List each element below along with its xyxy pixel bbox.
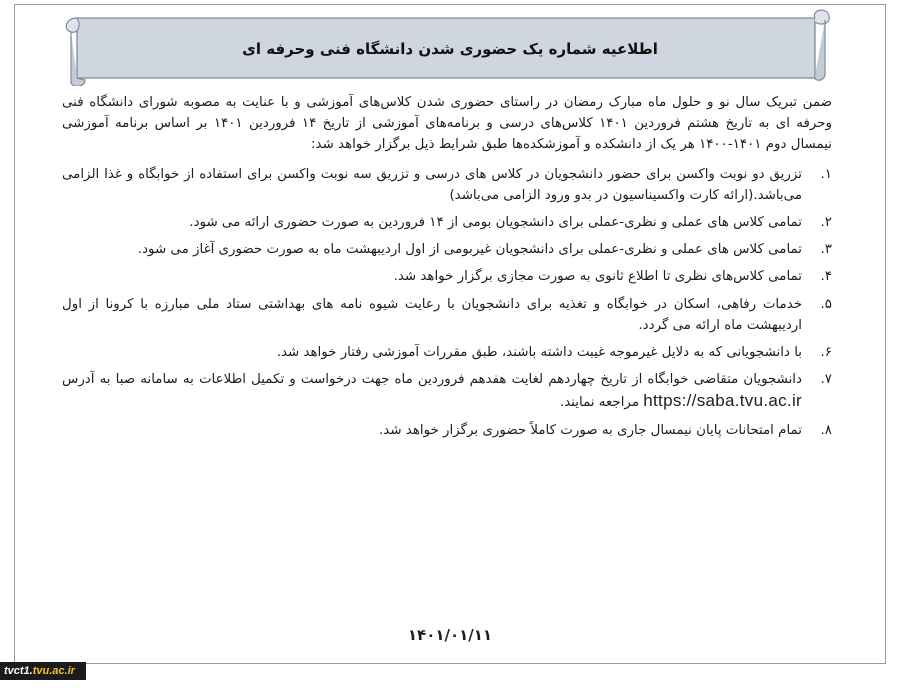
saba-link[interactable]: https://saba.tvu.ac.ir: [643, 391, 802, 411]
list-item: ۳. تمامی کلاس های عملی و نظری-عملی برای دانشجویان غیربومی از اول اردیبهشت ماه به صورت حضوری آغاز می شود.: [137, 242, 832, 258]
list-item: ۵. خدمات رفاهی، اسکان در خوابگاه و تغذیه برای دانشجویان با رعایت شیوه نامه های بهداشتی ستاد ملی مبارزه با کرونا از اول اردیبهشت ماه ارائه می گردد.: [62, 296, 832, 333]
list-item: ۲. تمامی کلاس های عملی و نظری-عملی برای دانشجویان بومی از ۱۴ فروردین به صورت حضوری ارائه می شود.: [189, 215, 832, 231]
list-item: ۱. تزریق دو نوبت واکسن برای حضور دانشجویان در کلاس های درسی و تزریق سه نوبت واکسن برای استفاده از خوابگاه و غذا الزامی می‌باشد.(ارائه کارت واکسیناسیون در بدو ورود الزامی می‌باشد): [62, 166, 832, 203]
intro-paragraph: ضمن تبریک سال نو و حلول ماه مبارک رمضان در راستای حضوری شدن کلاس‌های آموزشی و با عنایت به مصوبه شورای دانشگاه فنی وحرفه ای به تاریخ هشتم فروردین ۱۴۰۱ کلاس‌های درسی و برنامه‌های آموزشی از تاریخ ۱۴ فروردین ۱۴۰۱ بر اساس برنامه آموزشی نیمسال دوم ۱۴۰۱-۱۴۰۰ هر یک از دانشکده و آموزشکده‌ها طبق شرایط ذیل برگزار خواهد شد:: [62, 95, 832, 153]
list-item: ۴. تمامی کلاس‌های نظری تا اطلاع ثانوی به صورت مجازی برگزار خواهد شد.: [393, 269, 832, 285]
list-item: ۸. تمام امتحانات پایان نیمسال جاری به صورت کاملاً حضوری برگزار خواهد شد.: [379, 422, 832, 438]
announcement-title: اطلاعیه شماره یک حضوری شدن دانشگاه فنی وحرفه ای: [242, 40, 658, 58]
list-item: ۷. دانشجویان متقاضی خوابگاه از تاریخ چهاردهم لغایت هفدهم فروردین ماه جهت درخواست و تکمیل اطلاعات به سامانه صبا به آدرس https://saba.tvu.ac.ir مراجعه نمایند.: [62, 372, 832, 411]
list-item: ۶. با دانشجویانی که به دلایل غیرموجه غیبت داشته باشند، طبق مقررات آموزشی رفتار خواهد شد.: [276, 345, 832, 361]
announcement-body: [62, 92, 832, 447]
announcement-date: ۱۴۰۱/۰۱/۱۱: [407, 626, 493, 644]
conditions-list: [62, 164, 832, 441]
site-watermark: tvct1.tvu.ac.ir: [0, 662, 86, 680]
